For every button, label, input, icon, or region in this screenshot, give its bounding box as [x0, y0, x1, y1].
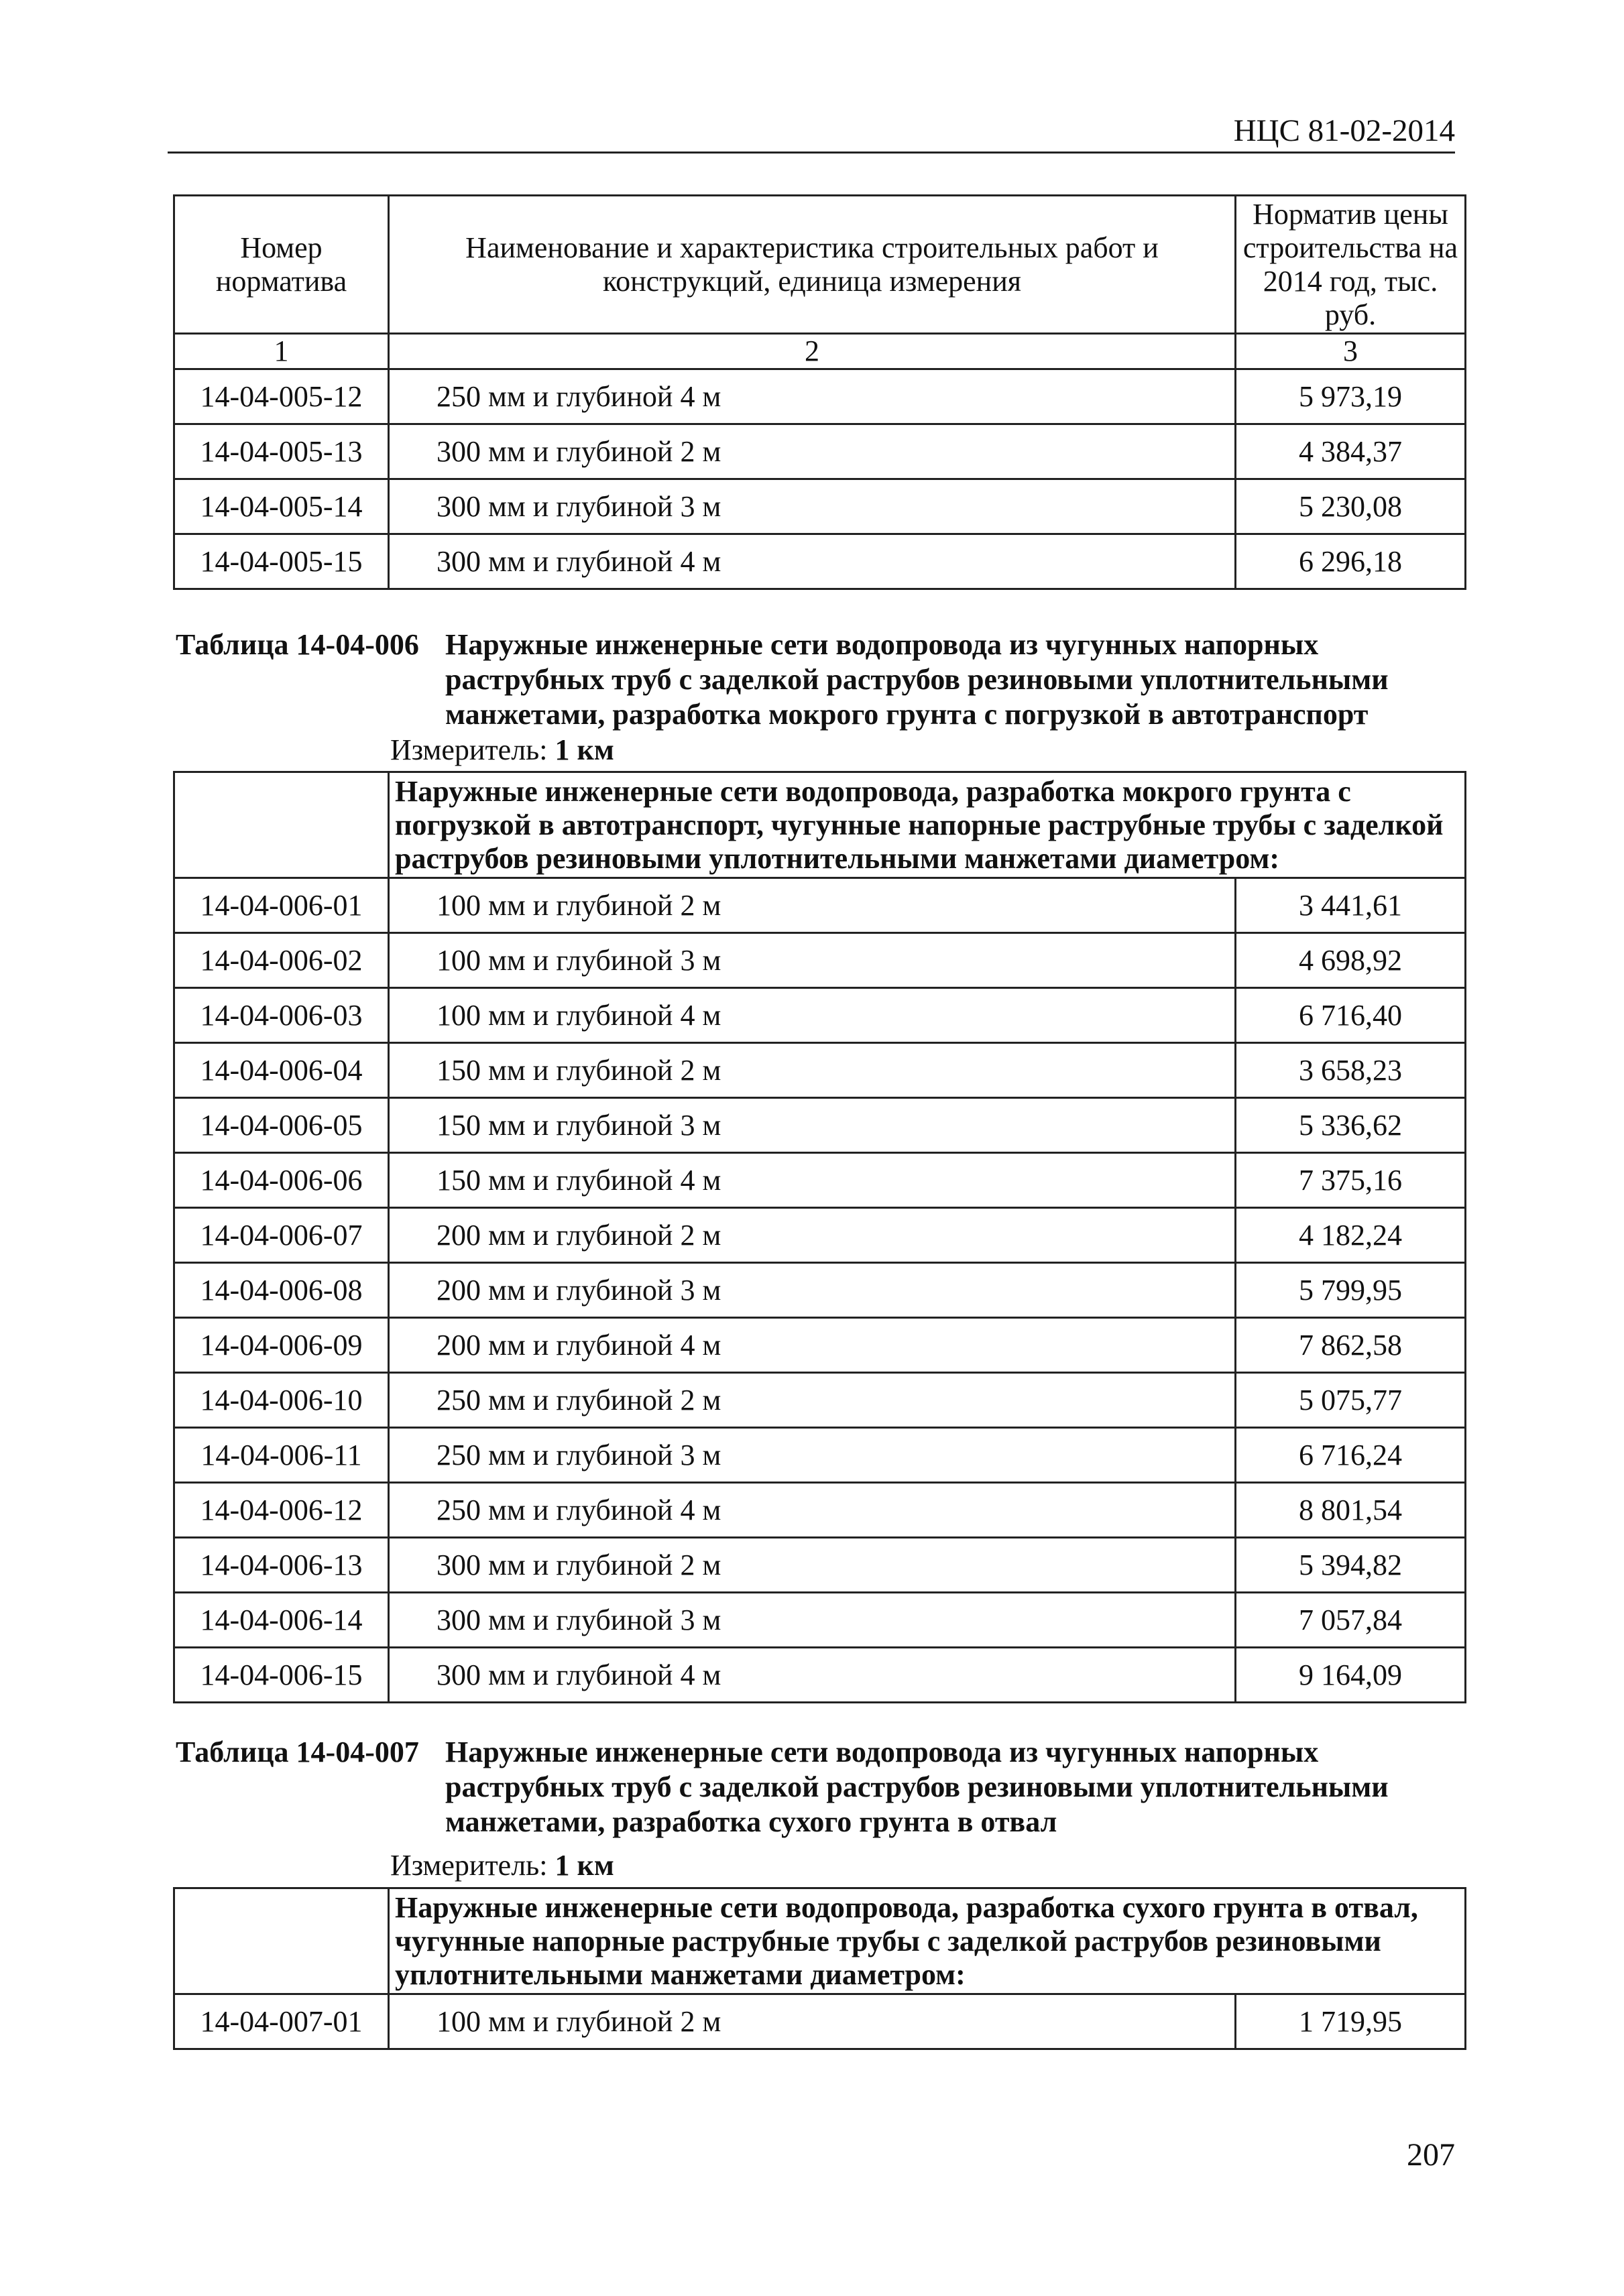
table-row — [174, 1208, 1466, 1263]
spec-empty-cell — [174, 1888, 389, 1994]
description-cell: 300 мм и глубиной 4 м — [389, 534, 1236, 589]
norm-code-cell: 14-04-006-07 — [174, 1208, 389, 1263]
table-row — [174, 1153, 1466, 1208]
description-cell: 300 мм и глубиной 3 м — [389, 479, 1236, 534]
price-cell: 1 719,95 — [1236, 1994, 1466, 2049]
norm-code-cell: 14-04-006-04 — [174, 1043, 389, 1098]
table-row — [174, 369, 1466, 424]
description-cell: 150 мм и глубиной 3 м — [389, 1098, 1236, 1153]
description-cell: 200 мм и глубиной 3 м — [389, 1263, 1236, 1318]
norm-code-cell: 14-04-006-08 — [174, 1263, 389, 1318]
col-header-name: Наименование и характеристика строительных работ и конструкций, единица измерения — [389, 196, 1236, 334]
measure-value: 1 км — [555, 733, 614, 766]
table-header-row — [174, 196, 1466, 334]
table-row — [174, 933, 1466, 988]
description-cell: 150 мм и глубиной 4 м — [389, 1153, 1236, 1208]
table-row — [174, 1043, 1466, 1098]
norm-code-cell: 14-04-006-12 — [174, 1483, 389, 1538]
description-cell: 300 мм и глубиной 2 м — [389, 424, 1236, 479]
norm-code-cell: 14-04-006-13 — [174, 1538, 389, 1593]
table-row — [174, 424, 1466, 479]
description-cell: 150 мм и глубиной 2 м — [389, 1043, 1236, 1098]
spec-text: Наружные инженерные сети водопровода, разработка сухого грунта в отвал, чугунные напорные раструбные трубы с заделкой раструбов резиновыми уплотнительными манжетами диаметром: — [389, 1888, 1466, 1994]
page-number: 207 — [1407, 2137, 1455, 2173]
measure-label: Измеритель: — [390, 1849, 548, 1882]
price-cell: 5 973,19 — [1236, 369, 1466, 424]
table-row — [174, 534, 1466, 589]
norm-code-cell: 14-04-006-05 — [174, 1098, 389, 1153]
description-cell: 250 мм и глубиной 4 м — [389, 369, 1236, 424]
description-cell: 200 мм и глубиной 2 м — [389, 1208, 1236, 1263]
norm-code-cell: 14-04-006-02 — [174, 933, 389, 988]
spec-row — [174, 1888, 1466, 1994]
description-cell: 100 мм и глубиной 4 м — [389, 988, 1236, 1043]
table-label: Таблица 14-04-006 — [176, 628, 419, 661]
price-cell: 7 862,58 — [1236, 1318, 1466, 1373]
price-cell: 7 375,16 — [1236, 1153, 1466, 1208]
price-cell: 4 698,92 — [1236, 933, 1466, 988]
table-body — [174, 369, 1466, 589]
measure-unit — [390, 733, 614, 767]
description-cell: 300 мм и глубиной 2 м — [389, 1538, 1236, 1593]
price-cell: 6 716,24 — [1236, 1428, 1466, 1483]
price-cell: 6 296,18 — [1236, 534, 1466, 589]
table-row — [174, 1994, 1466, 2049]
price-cell: 9 164,09 — [1236, 1648, 1466, 1703]
table-row — [174, 1263, 1466, 1318]
description-cell: 100 мм и глубиной 3 м — [389, 933, 1236, 988]
description-cell: 200 мм и глубиной 4 м — [389, 1318, 1236, 1373]
table-row — [174, 1593, 1466, 1648]
document-code: НЦС 81-02-2014 — [1233, 113, 1455, 148]
table-title: Наружные инженерные сети водопровода из чугунных напорных раструбных труб с заделкой раструбов резиновыми уплотнительными манжетами, разработка мокрого грунта с погрузкой в автотранспорт — [445, 628, 1389, 731]
price-cell: 8 801,54 — [1236, 1483, 1466, 1538]
table-row — [174, 1098, 1466, 1153]
col-number-3: 3 — [1236, 334, 1466, 369]
description-cell: 300 мм и глубиной 4 м — [389, 1648, 1236, 1703]
description-cell: 250 мм и глубиной 2 м — [389, 1373, 1236, 1428]
col-number-1: 1 — [174, 334, 389, 369]
price-cell: 5 799,95 — [1236, 1263, 1466, 1318]
description-cell: 250 мм и глубиной 4 м — [389, 1483, 1236, 1538]
table-row — [174, 1373, 1466, 1428]
norm-code-cell: 14-04-006-06 — [174, 1153, 389, 1208]
norm-code-cell: 14-04-006-03 — [174, 988, 389, 1043]
norm-code-cell: 14-04-006-11 — [174, 1428, 389, 1483]
price-cell: 5 075,77 — [1236, 1373, 1466, 1428]
table-row — [174, 479, 1466, 534]
norm-code-cell: 14-04-005-15 — [174, 534, 389, 589]
measure-label: Измеритель: — [390, 733, 548, 766]
norm-code-cell: 14-04-005-13 — [174, 424, 389, 479]
table-label: Таблица 14-04-007 — [176, 1736, 419, 1768]
table-row — [174, 1538, 1466, 1593]
description-cell: 250 мм и глубиной 3 м — [389, 1428, 1236, 1483]
col-header-price: Норматив цены строительства на 2014 год, тыс. руб. — [1236, 196, 1466, 334]
table-row — [174, 988, 1466, 1043]
price-cell: 3 441,61 — [1236, 878, 1466, 933]
spec-empty-cell — [174, 772, 389, 878]
table-row — [174, 1428, 1466, 1483]
table-14-04-007 — [173, 1887, 1466, 2050]
norm-code-cell: 14-04-006-09 — [174, 1318, 389, 1373]
norm-code-cell: 14-04-006-10 — [174, 1373, 389, 1428]
table-title: Наружные инженерные сети водопровода из чугунных напорных раструбных труб с заделкой раструбов резиновыми уплотнительными манжетами, разработка сухого грунта в отвал — [445, 1736, 1389, 1838]
price-cell: 5 336,62 — [1236, 1098, 1466, 1153]
norm-code-cell: 14-04-007-01 — [174, 1994, 389, 2049]
norm-code-cell: 14-04-005-12 — [174, 369, 389, 424]
col-header-number: Номер норматива — [174, 196, 389, 334]
measure-unit — [390, 1849, 614, 1882]
price-cell: 4 384,37 — [1236, 424, 1466, 479]
price-cell: 4 182,24 — [1236, 1208, 1466, 1263]
norm-code-cell: 14-04-005-14 — [174, 479, 389, 534]
description-cell: 100 мм и глубиной 2 м — [389, 878, 1236, 933]
header-rule — [168, 152, 1455, 154]
norm-code-cell: 14-04-006-14 — [174, 1593, 389, 1648]
column-number-row — [174, 334, 1466, 369]
norm-code-cell: 14-04-006-01 — [174, 878, 389, 933]
table-14-04-006 — [173, 771, 1466, 1703]
description-cell: 100 мм и глубиной 2 м — [389, 1994, 1236, 2049]
table-row — [174, 878, 1466, 933]
price-cell: 6 716,40 — [1236, 988, 1466, 1043]
table-row — [174, 1483, 1466, 1538]
spec-text: Наружные инженерные сети водопровода, разработка мокрого грунта с погрузкой в автотранспорт, чугунные напорные раструбные трубы с заделкой раструбов резиновыми уплотнительными манжетами диаметром: — [389, 772, 1466, 878]
spec-row — [174, 772, 1466, 878]
price-cell: 5 394,82 — [1236, 1538, 1466, 1593]
measure-value: 1 км — [555, 1849, 614, 1882]
table-body — [174, 878, 1466, 1703]
description-cell: 300 мм и глубиной 3 м — [389, 1593, 1236, 1648]
price-cell: 7 057,84 — [1236, 1593, 1466, 1648]
col-number-2: 2 — [389, 334, 1236, 369]
norm-code-cell: 14-04-006-15 — [174, 1648, 389, 1703]
table-row — [174, 1648, 1466, 1703]
table-body — [174, 1994, 1466, 2049]
price-cell: 3 658,23 — [1236, 1043, 1466, 1098]
price-cell: 5 230,08 — [1236, 479, 1466, 534]
table-row — [174, 1318, 1466, 1373]
table-14-04-005 — [173, 194, 1466, 590]
